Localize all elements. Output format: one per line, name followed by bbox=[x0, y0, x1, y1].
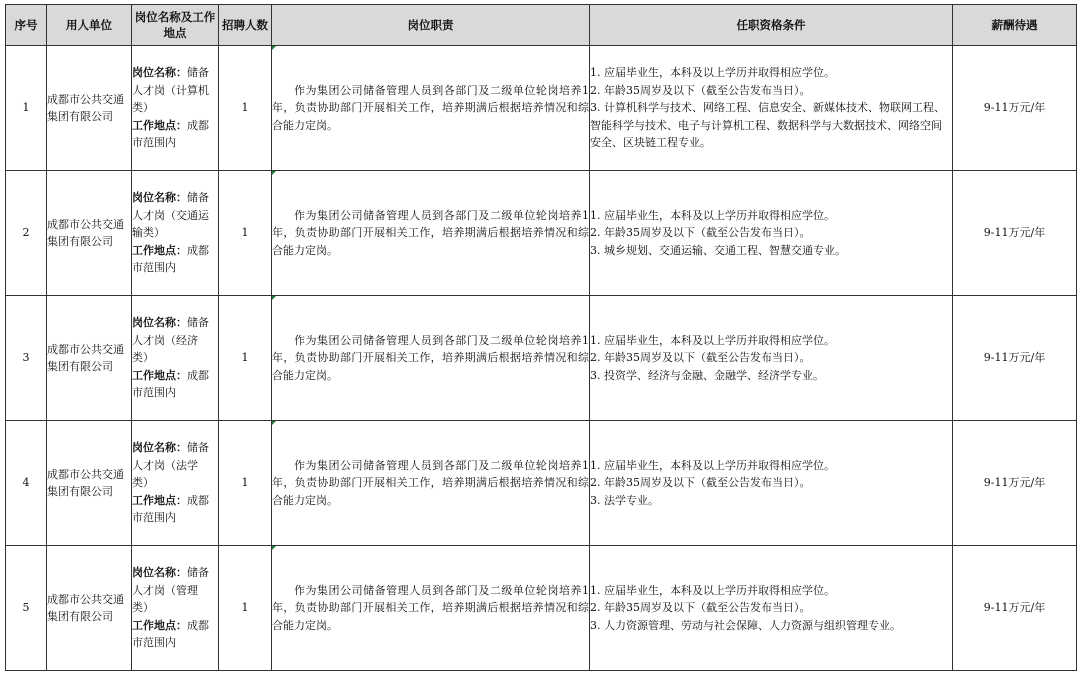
header-count: 招聘人数 bbox=[219, 5, 272, 46]
location-value: 成都市范围内 bbox=[132, 243, 209, 275]
location-label: 工作地点： bbox=[132, 368, 187, 382]
requirement-line: 1. 应届毕业生，本科及以上学历并取得相应学位。 bbox=[590, 208, 835, 222]
position-name: 储备人才岗（法学类） bbox=[132, 441, 209, 490]
cell-seq: 3 bbox=[6, 296, 47, 421]
recruitment-table bbox=[5, 4, 1077, 671]
header-seq: 序号 bbox=[6, 5, 47, 46]
cell-marker bbox=[272, 421, 276, 425]
header-salary: 薪酬待遇 bbox=[953, 5, 1077, 46]
cell-position bbox=[132, 546, 219, 671]
table-row bbox=[6, 296, 1077, 421]
cell-seq: 1 bbox=[6, 46, 47, 171]
cell-salary: 9-11万元/年 bbox=[953, 421, 1077, 546]
requirement-line: 1. 应届毕业生，本科及以上学历并取得相应学位。 bbox=[590, 66, 835, 80]
position-label: 岗位名称： bbox=[132, 316, 187, 330]
cell-requirements bbox=[590, 171, 953, 296]
cell-marker bbox=[272, 171, 276, 175]
location-label: 工作地点： bbox=[132, 493, 187, 507]
cell-requirements bbox=[590, 46, 953, 171]
cell-position bbox=[132, 171, 219, 296]
location-value: 成都市范围内 bbox=[132, 618, 209, 650]
duty-text: 作为集团公司储备管理人员到各部门及二级单位轮岗培养1年，负责协助部门开展相关工作，培养期满后根据培养情况和综合能力定岗。 bbox=[272, 208, 589, 257]
cell-salary: 9-11万元/年 bbox=[953, 171, 1077, 296]
requirement-line: 2. 年龄35周岁及以下（截至公告发布当日）。 bbox=[590, 351, 811, 365]
requirement-line: 3. 计算机科学与技术、网络工程、信息安全、新媒体技术、物联网工程、智能科学与技术、电子与计算机工程、数据科学与大数据技术、网络空间安全、区块链工程专业。 bbox=[590, 101, 945, 150]
cell-seq: 5 bbox=[6, 546, 47, 671]
cell-unit: 成都市公共交通集团有限公司 bbox=[47, 46, 132, 171]
requirement-line: 2. 年龄35周岁及以下（截至公告发布当日）。 bbox=[590, 83, 811, 97]
header-position: 岗位名称及工作地点 bbox=[132, 5, 219, 46]
requirement-line: 3. 城乡规划、交通运输、交通工程、智慧交通专业。 bbox=[590, 243, 846, 257]
cell-position bbox=[132, 421, 219, 546]
requirement-line: 2. 年龄35周岁及以下（截至公告发布当日）。 bbox=[590, 476, 811, 490]
cell-salary: 9-11万元/年 bbox=[953, 296, 1077, 421]
table-row bbox=[6, 46, 1077, 171]
position-name: 储备人才岗（管理类） bbox=[132, 566, 209, 615]
cell-marker bbox=[272, 296, 276, 300]
cell-unit: 成都市公共交通集团有限公司 bbox=[47, 171, 132, 296]
cell-count: 1 bbox=[219, 421, 272, 546]
cell-duty bbox=[272, 546, 590, 671]
cell-requirements bbox=[590, 546, 953, 671]
table-row bbox=[6, 421, 1077, 546]
cell-salary: 9-11万元/年 bbox=[953, 546, 1077, 671]
requirement-line: 2. 年龄35周岁及以下（截至公告发布当日）。 bbox=[590, 601, 811, 615]
position-label: 岗位名称： bbox=[132, 191, 187, 205]
position-name: 储备人才岗（交通运输类） bbox=[132, 191, 209, 240]
requirement-line: 1. 应届毕业生，本科及以上学历并取得相应学位。 bbox=[590, 458, 835, 472]
location-value: 成都市范围内 bbox=[132, 368, 209, 400]
cell-duty bbox=[272, 296, 590, 421]
cell-position bbox=[132, 46, 219, 171]
cell-seq: 2 bbox=[6, 171, 47, 296]
cell-unit: 成都市公共交通集团有限公司 bbox=[47, 421, 132, 546]
cell-duty bbox=[272, 421, 590, 546]
header-duty: 岗位职责 bbox=[272, 5, 590, 46]
header-requirements: 任职资格条件 bbox=[590, 5, 953, 46]
cell-seq: 4 bbox=[6, 421, 47, 546]
requirement-line: 2. 年龄35周岁及以下（截至公告发布当日）。 bbox=[590, 226, 811, 240]
requirement-line: 3. 投资学、经济与金融、金融学、经济学专业。 bbox=[590, 368, 824, 382]
requirement-line: 3. 法学专业。 bbox=[590, 493, 659, 507]
header-unit: 用人单位 bbox=[47, 5, 132, 46]
requirement-line: 3. 人力资源管理、劳动与社会保障、人力资源与组织管理专业。 bbox=[590, 618, 901, 632]
location-value: 成都市范围内 bbox=[132, 493, 209, 525]
location-value: 成都市范围内 bbox=[132, 118, 209, 150]
cell-marker bbox=[272, 546, 276, 550]
cell-count: 1 bbox=[219, 171, 272, 296]
cell-count: 1 bbox=[219, 296, 272, 421]
cell-marker bbox=[272, 46, 276, 50]
cell-duty bbox=[272, 171, 590, 296]
cell-unit: 成都市公共交通集团有限公司 bbox=[47, 296, 132, 421]
duty-text: 作为集团公司储备管理人员到各部门及二级单位轮岗培养1年，负责协助部门开展相关工作，培养期满后根据培养情况和综合能力定岗。 bbox=[272, 333, 589, 382]
cell-requirements bbox=[590, 421, 953, 546]
cell-position bbox=[132, 296, 219, 421]
requirement-line: 1. 应届毕业生，本科及以上学历并取得相应学位。 bbox=[590, 583, 835, 597]
table-row bbox=[6, 546, 1077, 671]
position-label: 岗位名称： bbox=[132, 441, 187, 455]
cell-requirements bbox=[590, 296, 953, 421]
location-label: 工作地点： bbox=[132, 618, 187, 632]
position-name: 储备人才岗（计算机类） bbox=[132, 66, 209, 115]
cell-unit: 成都市公共交通集团有限公司 bbox=[47, 546, 132, 671]
duty-text: 作为集团公司储备管理人员到各部门及二级单位轮岗培养1年，负责协助部门开展相关工作，培养期满后根据培养情况和综合能力定岗。 bbox=[272, 83, 589, 132]
requirement-line: 1. 应届毕业生，本科及以上学历并取得相应学位。 bbox=[590, 333, 835, 347]
duty-text: 作为集团公司储备管理人员到各部门及二级单位轮岗培养1年，负责协助部门开展相关工作，培养期满后根据培养情况和综合能力定岗。 bbox=[272, 458, 589, 507]
cell-count: 1 bbox=[219, 46, 272, 171]
position-label: 岗位名称： bbox=[132, 66, 187, 80]
table-row bbox=[6, 171, 1077, 296]
cell-salary: 9-11万元/年 bbox=[953, 46, 1077, 171]
duty-text: 作为集团公司储备管理人员到各部门及二级单位轮岗培养1年，负责协助部门开展相关工作，培养期满后根据培养情况和综合能力定岗。 bbox=[272, 583, 589, 632]
location-label: 工作地点： bbox=[132, 118, 187, 132]
position-name: 储备人才岗（经济类） bbox=[132, 316, 209, 365]
position-label: 岗位名称： bbox=[132, 566, 187, 580]
cell-count: 1 bbox=[219, 546, 272, 671]
header-row bbox=[6, 5, 1077, 46]
location-label: 工作地点： bbox=[132, 243, 187, 257]
cell-duty bbox=[272, 46, 590, 171]
